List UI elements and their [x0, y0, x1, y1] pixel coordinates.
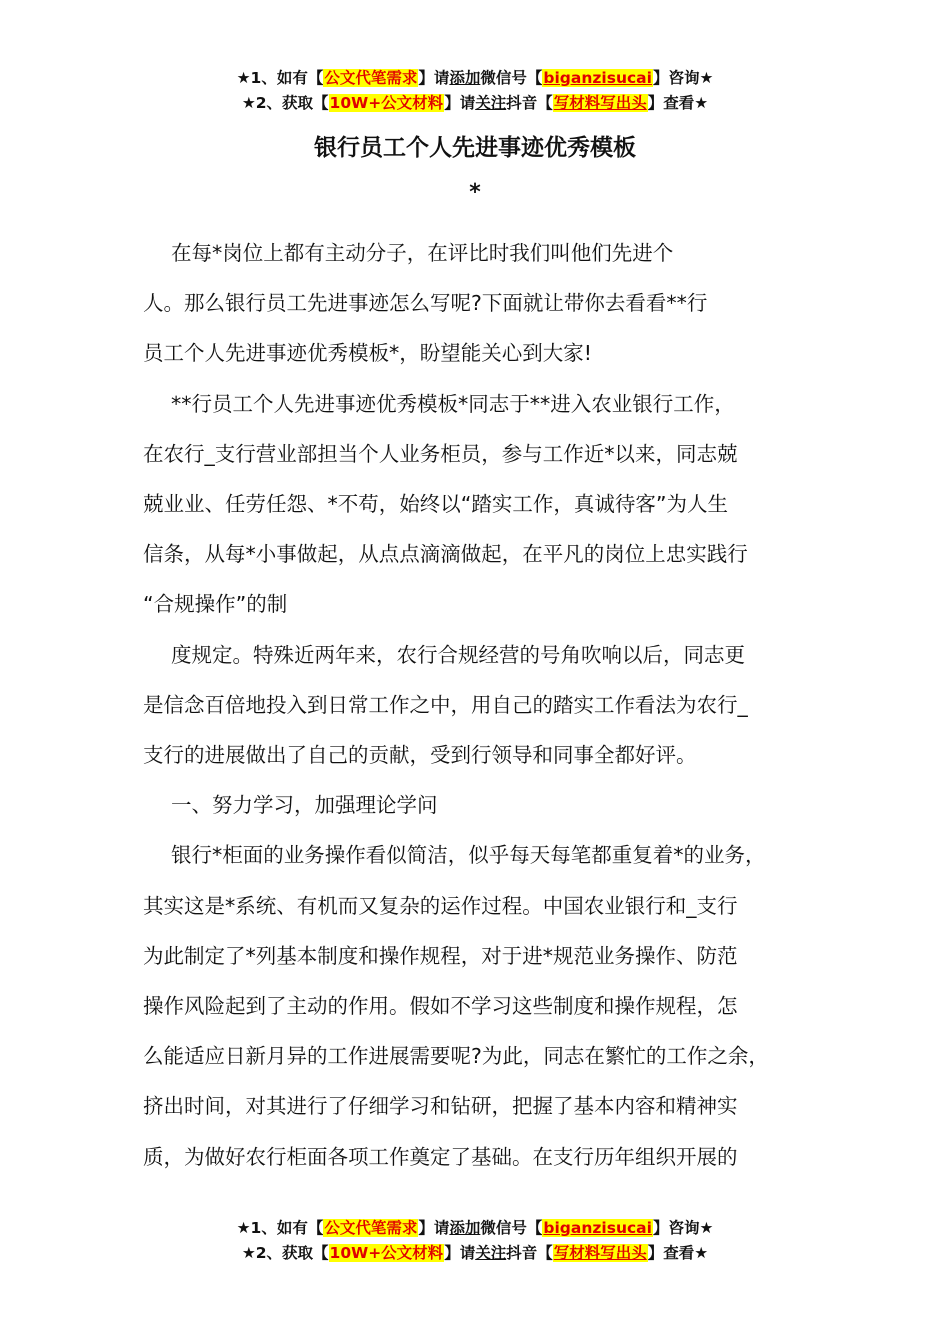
banner-douyin-id: 写材料写出头: [553, 1244, 647, 1262]
body-line: 质，为做好农行柜面各项工作奠定了基础。在支行历年组织开展的: [143, 1144, 738, 1169]
banner-emphasis: 关注: [475, 1244, 507, 1262]
body-line: 操作风险起到了主动的作用。假如不学习这些制度和操作规程，怎: [143, 994, 738, 1019]
document-title: 银行员工个人先进事迹优秀模板: [314, 135, 636, 161]
banner-highlight: 10W+公文材料: [329, 1244, 444, 1262]
body-line: 在农行_支行营业部担当个人业务柜员，参与工作近*以来，同志兢: [143, 441, 738, 466]
banner-text: ★1、如有【: [236, 1219, 324, 1237]
banner-text: 】查看★: [647, 1244, 709, 1262]
banner-text: ★2、获取【: [241, 1244, 329, 1262]
body-line: 为此制定了*列基本制度和操作规程，对于进*规范业务操作、防范: [143, 943, 738, 968]
banner-text: 微信号【: [480, 1219, 543, 1237]
body-line: 么能适应日新月异的工作进展需要呢?为此，同志在繁忙的工作之余，: [143, 1044, 769, 1069]
banner-text: 抖音【: [506, 1244, 553, 1262]
body-line: 员工个人先进事迹优秀模板*，盼望能关心到大家!: [143, 341, 592, 366]
banner-line-1: [0, 66, 950, 91]
section-heading: 一、努力学习，加强理论学问: [171, 793, 438, 818]
document-subtitle: *: [469, 180, 481, 205]
body-line: 在每*岗位上都有主动分子，在评比时我们叫他们先进个: [171, 241, 674, 265]
body-line: 是信念百倍地投入到日常工作之中，用自己的踏实工作看法为农行_: [143, 692, 748, 717]
banner-text: 】请: [418, 1219, 450, 1237]
body-line: **行员工个人先进事迹优秀模板*同志于**进入农业银行工作，: [171, 391, 735, 416]
banner-text: ★1、如有【: [236, 69, 324, 87]
banner-douyin-id: 写材料写出头: [553, 94, 647, 112]
banner-emphasis: 关注: [475, 94, 507, 112]
body-line: 支行的进展做出了自己的贡献，受到行领导和同事全都好评。: [143, 743, 697, 768]
body-line: “合规操作”的制: [143, 592, 288, 617]
body-line: 度规定。特殊近两年来，农行合规经营的号角吹响以后，同志更: [171, 642, 745, 667]
banner-text: 抖音【: [506, 94, 553, 112]
banner-text: 】咨询★: [652, 69, 714, 87]
banner-highlight: 公文代笔需求: [324, 1219, 418, 1237]
banner-text: 】咨询★: [652, 1219, 714, 1237]
banner-text: 】请: [444, 1244, 476, 1262]
banner-wechat-id: biganzisucai: [543, 69, 652, 87]
banner-emphasis: 添加: [449, 69, 481, 87]
body-line: 人。那么银行员工先进事迹怎么写呢?下面就让带你去看看**行: [143, 291, 708, 316]
banner-emphasis: 添加: [449, 1219, 481, 1237]
body-line: 兢业业、任劳任怨、*不苟，始终以“踏实工作，真诚待客”为人生: [143, 492, 728, 517]
body-line: 挤出时间，对其进行了仔细学习和钻研，把握了基本内容和精神实: [143, 1094, 738, 1119]
body-line: 信条，从每*小事做起，从点点滴滴做起，在平凡的岗位上忠实践行: [143, 542, 748, 567]
banner-highlight: 10W+公文材料: [329, 94, 444, 112]
banner-text: 】请: [444, 94, 476, 112]
document-body: [143, 228, 833, 1182]
body-line: 银行*柜面的业务操作看似简洁，似乎每天每笔都重复着*的业务，: [171, 843, 766, 868]
footer-banner: [0, 1216, 950, 1266]
banner-text: 】查看★: [647, 94, 709, 112]
banner-text: 】请: [418, 69, 450, 87]
banner-wechat-id: biganzisucai: [543, 1219, 652, 1237]
banner-line-2: [0, 91, 950, 116]
header-banner: [0, 66, 950, 116]
banner-text: ★2、获取【: [241, 94, 329, 112]
banner-text: 微信号【: [480, 69, 543, 87]
body-line: 其实这是*系统、有机而又复杂的运作过程。中国农业银行和_支行: [143, 893, 738, 918]
banner-highlight: 公文代笔需求: [324, 69, 418, 87]
banner-line-1: [0, 1216, 950, 1241]
banner-line-2: [0, 1241, 950, 1266]
